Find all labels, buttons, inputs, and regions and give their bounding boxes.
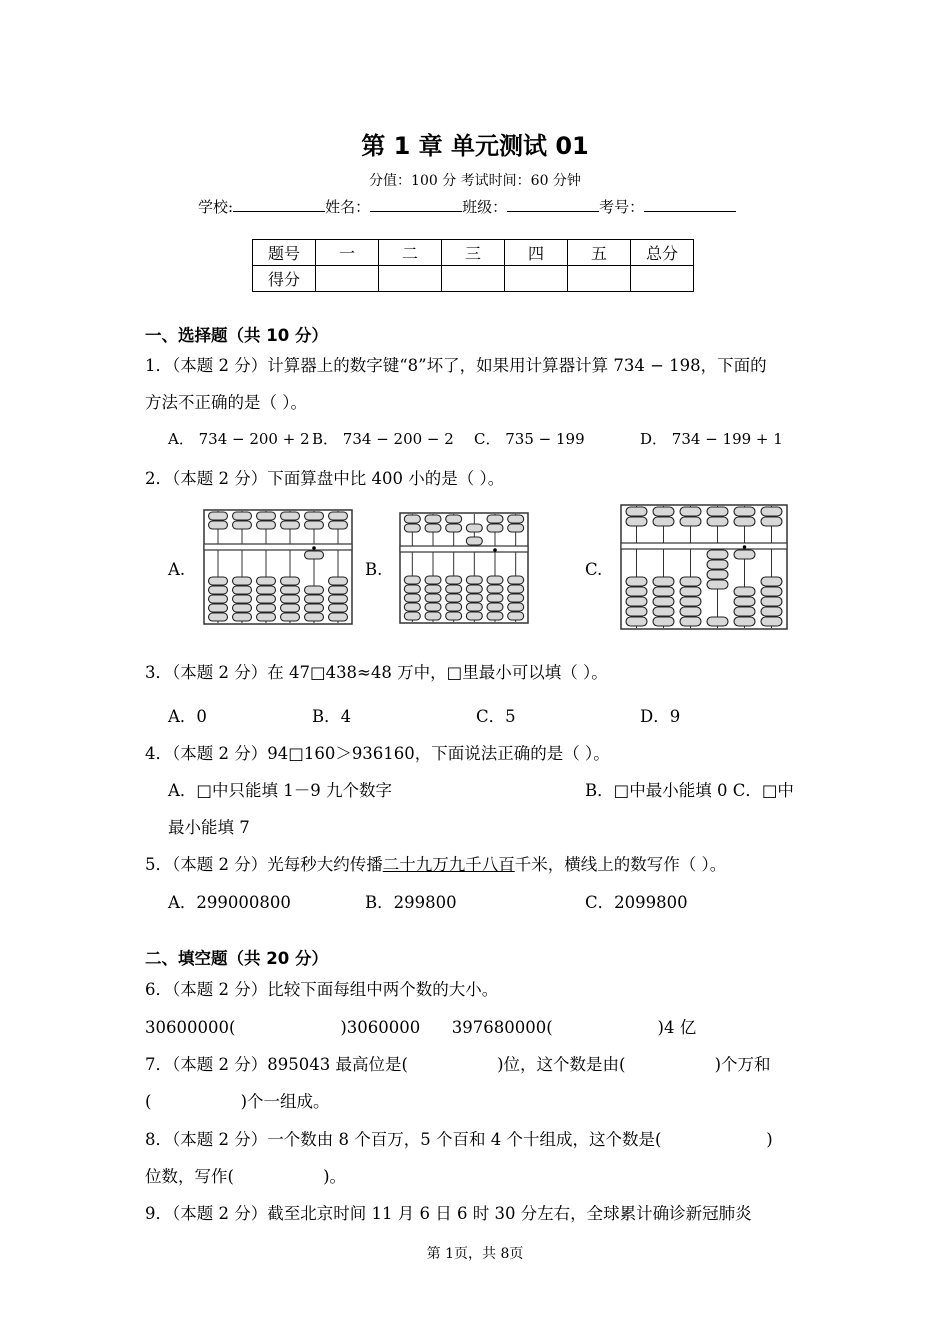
abacus-lower-bead <box>626 617 647 626</box>
abacus-lower-bead <box>680 607 701 616</box>
abacus-lower-bead <box>707 570 728 579</box>
header-cell: 一 <box>316 240 379 266</box>
abacus-lower-bead <box>425 576 441 584</box>
q2-stem: 2．（本题 2 分）下面算盘中比 400 小的是（ ）。 <box>145 469 505 488</box>
abacus-upper-bead <box>329 512 348 520</box>
abacus-lower-bead <box>653 617 674 626</box>
section-heading-fill: 二、填空题（共 20 分） <box>145 949 328 968</box>
abacus-upper-bead <box>209 521 228 529</box>
abacus-lower-bead <box>466 585 482 593</box>
abacus-upper-bead <box>761 517 782 526</box>
student-info-line <box>198 196 736 217</box>
abacus-c-image <box>620 504 788 630</box>
abacus-lower-bead <box>281 613 300 621</box>
q1-option-b[interactable]: B． 734 − 200 − 2 <box>312 430 454 448</box>
q5-stem-post: 千米，横线上的数写作（ ）。 <box>514 855 727 874</box>
header-cell: 题号 <box>253 240 316 266</box>
abacus-upper-bead <box>653 517 674 526</box>
abacus-lower-bead <box>707 617 728 626</box>
abacus-unit-dot <box>743 545 747 549</box>
abacus-lower-bead <box>329 577 348 585</box>
abacus-upper-bead <box>626 507 647 516</box>
q4-stem: 4．（本题 2 分）94□160＞936160，下面说法正确的是（ ）。 <box>145 744 610 763</box>
abacus-upper-bead <box>680 507 701 516</box>
q4-option-bc[interactable]: B．□中最小能填 0 C．□中 <box>585 781 794 800</box>
q5-stem <box>145 851 726 875</box>
abacus-lower-bead <box>487 576 503 584</box>
q3-option-b[interactable]: B．4 <box>312 707 352 726</box>
abacus-lower-bead <box>680 577 701 586</box>
q2-option-a-label[interactable]: A. <box>168 560 186 579</box>
abacus-lower-bead <box>508 612 524 620</box>
abacus-lower-bead <box>425 585 441 593</box>
abacus-upper-bead <box>508 524 524 532</box>
q4-option-a[interactable]: A．□中只能填 1－9 九个数字 <box>168 781 392 800</box>
abacus-lower-bead <box>707 560 728 569</box>
q1-option-d[interactable]: D． 734 − 199 + 1 <box>640 430 783 448</box>
page-title: 第 1 章 单元测试 01 <box>361 132 589 160</box>
name-blank[interactable] <box>370 197 462 212</box>
abacus-lower-bead <box>446 585 462 593</box>
abacus-lower-bead <box>508 585 524 593</box>
abacus-upper-bead <box>707 507 728 516</box>
abacus-beam <box>621 543 787 549</box>
abacus-upper-bead <box>734 507 755 516</box>
abacus-upper-bead <box>281 512 300 520</box>
abacus-lower-bead <box>281 604 300 612</box>
abacus-lower-bead <box>446 594 462 602</box>
abacus-lower-bead <box>487 585 503 593</box>
abacus-lower-bead <box>305 604 324 612</box>
abacus-lower-bead <box>404 576 420 584</box>
abacus-upper-bead <box>707 517 728 526</box>
abacus-lower-bead <box>626 597 647 606</box>
abacus-lower-bead <box>761 607 782 616</box>
school-label: 学校: <box>198 198 234 216</box>
header-cell: 总分 <box>631 240 694 266</box>
abacus-lower-bead <box>626 587 647 596</box>
score-cell[interactable] <box>568 266 631 292</box>
abacus-lower-bead <box>707 580 728 589</box>
abacus-lower-bead <box>209 577 228 585</box>
q7-stem-cont: ( )个一组成。 <box>145 1092 330 1111</box>
abacus-lower-bead <box>653 597 674 606</box>
header-cell: 三 <box>442 240 505 266</box>
abacus-lower-bead <box>734 617 755 626</box>
q6-compare-line: 30600000( )3060000 397680000( )4 亿 <box>145 1018 697 1037</box>
abacus-lower-bead <box>425 612 441 620</box>
abacus-upper-bead <box>233 512 252 520</box>
abacus-lower-bead <box>626 577 647 586</box>
abacus-lower-bead <box>329 613 348 621</box>
abacus-lower-bead <box>425 603 441 611</box>
q5-option-a[interactable]: A．299000800 <box>168 893 291 912</box>
abacus-lower-bead <box>680 617 701 626</box>
abacus-upper-bead <box>466 537 482 545</box>
abacus-lower-bead <box>487 612 503 620</box>
abacus-upper-bead <box>653 507 674 516</box>
abacus-lower-bead <box>257 586 276 594</box>
abacus-upper-bead <box>329 521 348 529</box>
abacus-lower-bead <box>653 577 674 586</box>
abacus-upper-bead <box>404 515 420 523</box>
q2-option-b-label[interactable]: B. <box>365 560 383 579</box>
abacus-upper-bead <box>425 524 441 532</box>
abacus-lower-bead <box>305 551 324 559</box>
abacus-lower-bead <box>446 612 462 620</box>
abacus-upper-bead <box>487 524 503 532</box>
abacus-upper-bead <box>305 512 324 520</box>
abacus-beam <box>400 546 528 552</box>
score-table-header-row <box>253 240 694 266</box>
exam-meta: 分值：100 分 考试时间：60 分钟 <box>369 173 581 189</box>
header-cell: 五 <box>568 240 631 266</box>
abacus-lower-bead <box>446 576 462 584</box>
abacus-lower-bead <box>425 594 441 602</box>
abacus-lower-bead <box>466 612 482 620</box>
abacus-lower-bead <box>734 550 755 559</box>
score-cell[interactable] <box>505 266 568 292</box>
abacus-lower-bead <box>404 585 420 593</box>
q2-option-c-label[interactable]: C. <box>585 560 603 579</box>
q5-stem-pre: 5．（本题 2 分）光每秒大约传播 <box>145 855 383 874</box>
abacus-lower-bead <box>209 604 228 612</box>
abacus-upper-bead <box>508 515 524 523</box>
score-table-score-row <box>253 266 694 292</box>
abacus-upper-bead <box>466 524 482 532</box>
abacus-upper-bead <box>233 521 252 529</box>
score-cell[interactable] <box>442 266 505 292</box>
abacus-lower-bead <box>404 612 420 620</box>
abacus-lower-bead <box>257 613 276 621</box>
school-blank[interactable] <box>233 197 325 212</box>
q3-option-a[interactable]: A．0 <box>168 707 207 726</box>
abacus-upper-bead <box>404 524 420 532</box>
abacus-lower-bead <box>734 587 755 596</box>
q6-stem: 6．（本题 2 分）比较下面每组中两个数的大小。 <box>145 980 499 999</box>
score-table <box>252 239 694 292</box>
header-cell: 二 <box>379 240 442 266</box>
abacus-upper-bead <box>257 512 276 520</box>
abacus-lower-bead <box>209 595 228 603</box>
abacus-lower-bead <box>446 603 462 611</box>
abacus-lower-bead <box>305 586 324 594</box>
q5-underlined-number: 二十九万九千八百 <box>382 855 515 874</box>
abacus-upper-bead <box>761 507 782 516</box>
abacus-lower-bead <box>761 577 782 586</box>
abacus-upper-bead <box>257 521 276 529</box>
abacus-lower-bead <box>466 603 482 611</box>
abacus-lower-bead <box>209 613 228 621</box>
abacus-lower-bead <box>233 577 252 585</box>
section-heading-choice: 一、选择题（共 10 分） <box>145 326 328 345</box>
abacus-upper-bead <box>626 517 647 526</box>
abacus-lower-bead <box>707 550 728 559</box>
abacus-lower-bead <box>209 586 228 594</box>
abacus-lower-bead <box>653 587 674 596</box>
q1-stem: 1．（本题 2 分）计算器上的数字键“8”坏了，如果用计算器计算 734 − 198，下面的 <box>145 356 767 375</box>
abacus-lower-bead <box>305 613 324 621</box>
abacus-lower-bead <box>487 603 503 611</box>
abacus-lower-bead <box>281 586 300 594</box>
class-label: 班级： <box>462 198 508 216</box>
row-label: 得分 <box>253 266 316 292</box>
score-cell[interactable] <box>379 266 442 292</box>
abacus-lower-bead <box>281 577 300 585</box>
abacus-lower-bead <box>508 594 524 602</box>
abacus-lower-bead <box>329 595 348 603</box>
q8-stem-cont: 位数，写作( )。 <box>145 1167 347 1186</box>
score-cell[interactable] <box>316 266 379 292</box>
abacus-lower-bead <box>761 587 782 596</box>
abacus-lower-bead <box>653 607 674 616</box>
abacus-lower-bead <box>233 604 252 612</box>
abacus-lower-bead <box>487 594 503 602</box>
abacus-lower-bead <box>257 595 276 603</box>
abacus-lower-bead <box>680 587 701 596</box>
abacus-upper-bead <box>209 512 228 520</box>
abacus-lower-bead <box>233 613 252 621</box>
abacus-lower-bead <box>466 594 482 602</box>
abacus-lower-bead <box>233 586 252 594</box>
abacus-a-image <box>203 509 353 625</box>
q5-option-b[interactable]: B．299800 <box>365 893 457 912</box>
abacus-lower-bead <box>734 597 755 606</box>
exam-no-label: 考号： <box>599 198 645 216</box>
abacus-lower-bead <box>734 607 755 616</box>
abacus-lower-bead <box>508 603 524 611</box>
header-cell: 四 <box>505 240 568 266</box>
abacus-lower-bead <box>329 586 348 594</box>
abacus-upper-bead <box>425 515 441 523</box>
abacus-lower-bead <box>404 603 420 611</box>
q5-option-c[interactable]: C．2099800 <box>585 893 688 912</box>
q1-option-c[interactable]: C． 735 − 199 <box>474 430 585 448</box>
abacus-lower-bead <box>257 577 276 585</box>
abacus-lower-bead <box>257 604 276 612</box>
abacus-unit-dot <box>493 548 497 552</box>
abacus-lower-bead <box>281 595 300 603</box>
class-blank[interactable] <box>507 197 599 212</box>
abacus-lower-bead <box>466 576 482 584</box>
abacus-b-image <box>399 512 529 624</box>
score-cell[interactable] <box>631 266 694 292</box>
abacus-lower-bead <box>233 595 252 603</box>
abacus-lower-bead <box>305 595 324 603</box>
abacus-upper-bead <box>446 524 462 532</box>
abacus-upper-bead <box>281 521 300 529</box>
abacus-upper-bead <box>446 515 462 523</box>
abacus-lower-bead <box>508 576 524 584</box>
abacus-upper-bead <box>734 517 755 526</box>
q3-option-c[interactable]: C．5 <box>476 707 516 726</box>
abacus-lower-bead <box>404 594 420 602</box>
q4-option-c-cont: 最小能填 7 <box>168 818 250 837</box>
abacus-upper-bead <box>487 515 503 523</box>
abacus-upper-bead <box>680 517 701 526</box>
abacus-lower-bead <box>626 607 647 616</box>
q3-stem: 3．（本题 2 分）在 47□438≈48 万中，□里最小可以填（ ）。 <box>145 663 608 682</box>
name-label: 姓名： <box>325 198 371 216</box>
abacus-upper-bead <box>305 521 324 529</box>
q7-stem: 7．（本题 2 分）895043 最高位是( )位，这个数是由( )个万和 <box>145 1055 771 1074</box>
page-footer: 第 1页，共 8页 <box>426 1246 524 1262</box>
abacus-lower-bead <box>761 597 782 606</box>
abacus-unit-dot <box>312 546 316 550</box>
abacus-beam <box>204 544 352 550</box>
abacus-lower-bead <box>680 597 701 606</box>
abacus-lower-bead <box>329 604 348 612</box>
q1-stem-cont: 方法不正确的是（ ）。 <box>145 393 307 412</box>
exam-no-blank[interactable] <box>644 197 736 212</box>
q3-option-d[interactable]: D．9 <box>640 707 681 726</box>
q8-stem: 8．（本题 2 分）一个数由 8 个百万，5 个百和 4 个十组成，这个数是( ) <box>145 1130 773 1149</box>
q1-option-a[interactable]: A． 734 − 200 + 2 <box>168 430 310 448</box>
q9-stem: 9．（本题 2 分）截至北京时间 11 月 6 日 6 时 30 分左右，全球累计确诊新冠肺炎 <box>145 1204 752 1223</box>
abacus-lower-bead <box>761 617 782 626</box>
